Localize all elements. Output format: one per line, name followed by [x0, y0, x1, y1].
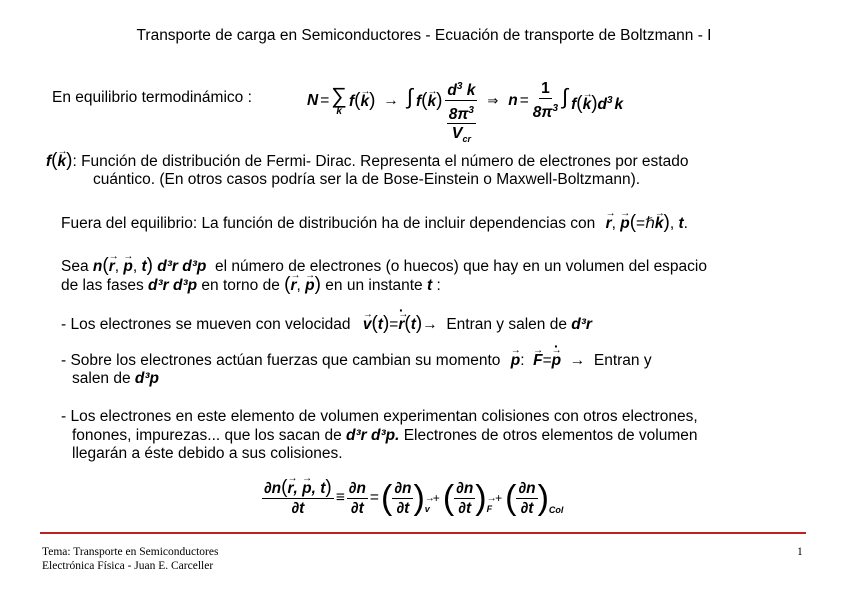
- footer-divider: [40, 532, 806, 534]
- equilibrium-label: En equilibrio termodinámico :: [52, 89, 252, 106]
- fermi-description-2: cuántico. (En otros casos podría ser la de Bose-Einstein o Maxwell-Boltzmann).: [93, 171, 641, 188]
- footer-author: Electrónica Física - Juan E. Carceller: [42, 560, 214, 572]
- bullet-collisions: - Los electrones en este elemento de volumen experimentan colisiones con otros electrones,: [61, 408, 698, 425]
- sea-line-2: de las fases d³r d³p en torno de (→ r, → p) en un instante t :: [61, 276, 441, 295]
- sea-line-1: Sea n(→ r, → p, t) d³r d³p el número de electrones (o huecos) que hay en un volumen del espacio: [61, 257, 707, 276]
- bullet-collisions-2: fonones, impurezas... que los sacan de d³r d³p. Electrones de otros elementos de volumen: [72, 427, 698, 444]
- bullet-forces-2: salen de d³p: [72, 370, 160, 387]
- boltzmann-equation: $\frac{\partial n(\to r, \to p, t)}{\partial t}$ ≡ $\frac{\partial n}{\partial t}$ = ( $\frac{\partial n}{\partial t}$ ) → $_v$ + ( $\frac{\partial n}{\partial t}$ ) → $_F$ + ( $\frac{\partial n}{\partial t}$ ) $_{Col}$: [262, 473, 563, 523]
- bullet-collisions-3: llegarán a éste debido a sus colisiones.: [72, 445, 343, 462]
- page-number: 1: [797, 546, 803, 558]
- nonequilibrium-text: Fuera del equilibrio: La función de distribución ha de incluir dependencias con → r, → p(=ℏ→ k), t.: [61, 214, 688, 233]
- fermi-description: f(→ k): Función de distribución de Fermi- Dirac. Representa el número de electrones por estado: [46, 152, 688, 171]
- bullet-velocity: - Los electrones se mueven con velocidad → v(t)=→ r ·(t)→ Entran y salen de d³r: [61, 315, 592, 334]
- sum-symbol: ∑ k: [331, 83, 347, 117]
- slide-title: Transporte de carga en Semiconductores - Ecuación de transporte de Boltzmann - I: [136, 27, 712, 44]
- equilibrium-formula: N = ∑ k f(→ k) → ∫ f(→ k) $d^3$ k $8\pi^3$ $V_{cr}$ ⇒ n = $\frac{1}{8\pi^3}$ ∫ $f(\to k)d^3$ k: [307, 78, 623, 148]
- big-fraction: $d^3$ k $8\pi^3$ $V_{cr}$: [445, 78, 477, 149]
- bullet-forces: - Sobre los electrones actúan fuerzas que cambian su momento → p: → F=→ p · → Entran y: [61, 352, 652, 370]
- footer-topic: Tema: Transporte en Semiconductores: [42, 546, 219, 558]
